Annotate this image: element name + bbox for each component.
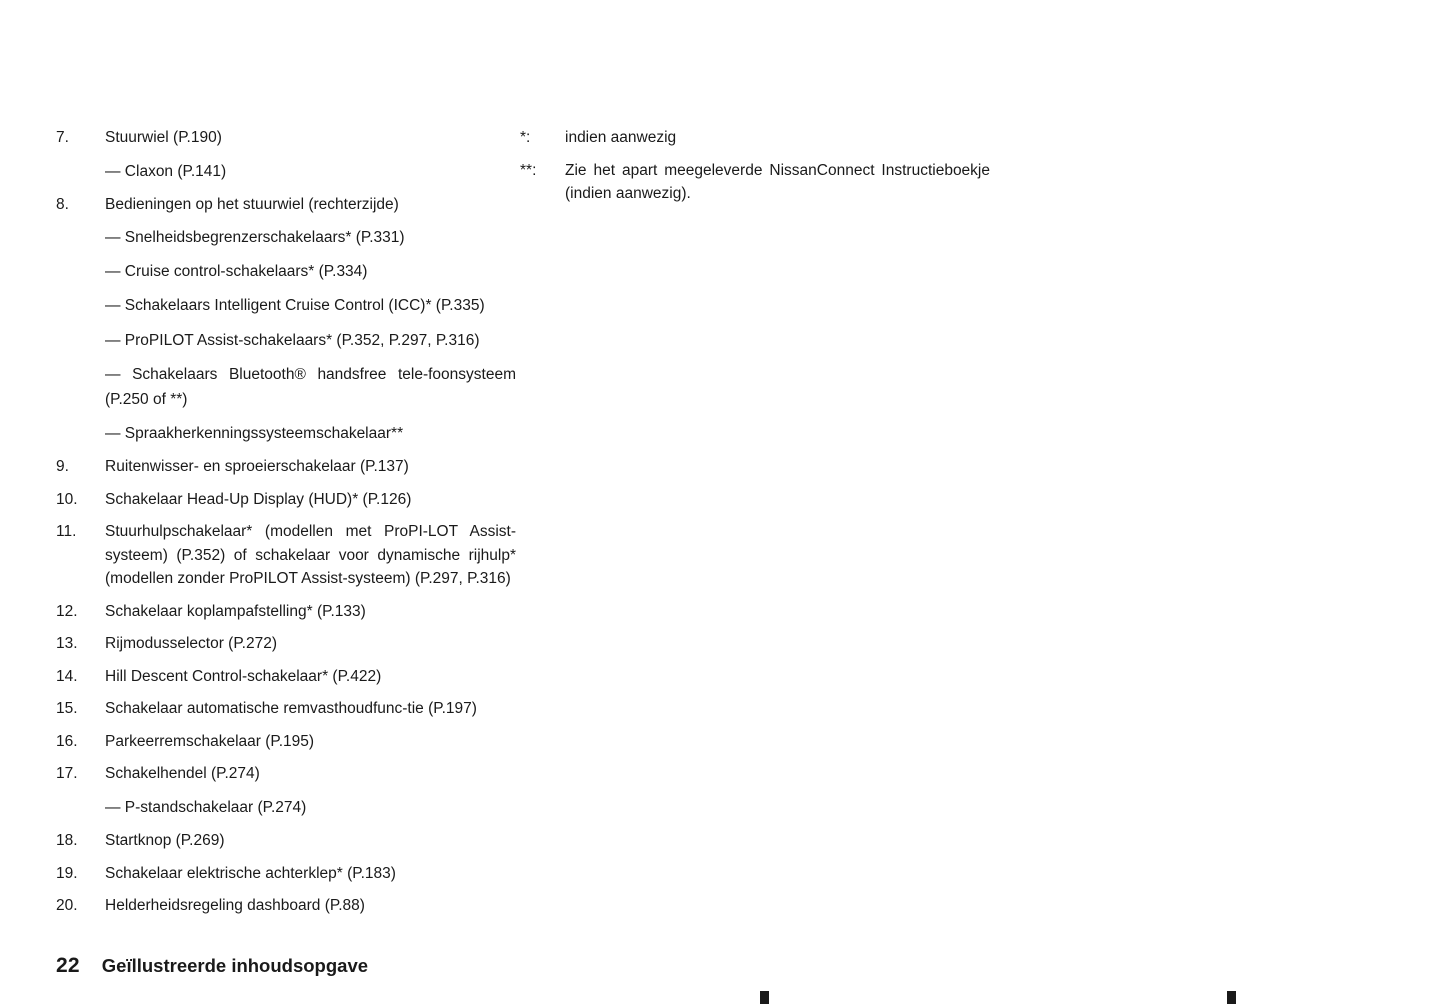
list-item bbox=[56, 697, 516, 721]
item-text bbox=[105, 762, 516, 820]
item-number: 7. bbox=[56, 129, 69, 146]
item-text: Hill Descent Control-schakelaar* (P.422) bbox=[105, 667, 382, 685]
item-text: Schakelaar elektrische achterklep* (P.183) bbox=[105, 864, 396, 882]
item-number: 18. bbox=[56, 832, 78, 850]
item-subitem: — Schakelaars Intelligent Cruise Control (ICC)* (P.335) bbox=[105, 297, 485, 315]
list-item bbox=[56, 829, 516, 853]
item-label: Stuurwiel (P.190) bbox=[105, 129, 222, 146]
item-text: Ruitenwisser- en sproeierschakelaar (P.137) bbox=[105, 457, 409, 475]
footnote-text: indien aanwezig bbox=[565, 129, 677, 146]
footnote-marker: **: bbox=[520, 161, 537, 179]
item-subitem: — P-standschakelaar (P.274) bbox=[105, 798, 307, 816]
list-item bbox=[56, 520, 516, 591]
item-text: Schakelaar koplampafstelling* (P.133) bbox=[105, 602, 366, 620]
item-number: 15. bbox=[56, 700, 78, 718]
list-item bbox=[56, 455, 516, 479]
registration-mark-right bbox=[1227, 991, 1236, 1004]
item-text: Schakelaar automatische remvasthoudfunc-tie (P.197) bbox=[105, 700, 477, 718]
item-text bbox=[105, 126, 516, 184]
content-columns bbox=[56, 126, 1396, 927]
item-number: 13. bbox=[56, 635, 78, 653]
left-column bbox=[56, 126, 516, 927]
item-number: 17. bbox=[56, 765, 78, 783]
page-footer bbox=[56, 954, 368, 978]
footnote-item bbox=[520, 159, 990, 206]
item-subitem: — Snelheidsbegrenzerschakelaars* (P.331) bbox=[105, 229, 405, 247]
item-number: 19. bbox=[56, 864, 78, 882]
item-text: Startknop (P.269) bbox=[105, 832, 225, 850]
item-number: 9. bbox=[56, 457, 69, 475]
item-text: Rijmodusselector (P.272) bbox=[105, 635, 278, 653]
item-number: 14. bbox=[56, 667, 78, 685]
list-item bbox=[56, 862, 516, 886]
footnote-text: Zie het apart meegeleverde NissanConnect Instructieboekje (indien aanwezig). bbox=[565, 161, 990, 203]
list-item bbox=[56, 126, 516, 184]
item-text: Parkeerremschakelaar (P.195) bbox=[105, 732, 315, 750]
item-number: 12. bbox=[56, 602, 78, 620]
list-item bbox=[56, 730, 516, 754]
item-number: 8. bbox=[56, 195, 69, 213]
list-item bbox=[56, 632, 516, 656]
item-number: 11. bbox=[56, 523, 77, 541]
item-number: 16. bbox=[56, 732, 78, 750]
item-subitem: — ProPILOT Assist-schakelaars* (P.352, P.297, P.316) bbox=[105, 331, 480, 349]
right-column bbox=[520, 126, 990, 927]
item-number: 20. bbox=[56, 897, 78, 915]
item-label: Bedieningen op het stuurwiel (rechterzijde) bbox=[105, 195, 399, 213]
list-item bbox=[56, 762, 516, 820]
list-item bbox=[56, 193, 516, 446]
item-text: Helderheidsregeling dashboard (P.88) bbox=[105, 897, 365, 915]
item-subitem: — Cruise control-schakelaars* (P.334) bbox=[105, 263, 368, 281]
item-label: Schakelhendel (P.274) bbox=[105, 765, 260, 783]
item-subitem: — Schakelaars Bluetooth® handsfree tele-foonsysteem (P.250 of **) bbox=[105, 365, 516, 408]
registration-mark-left bbox=[760, 991, 769, 1004]
item-subitem: — Claxon (P.141) bbox=[105, 162, 227, 180]
item-text bbox=[105, 193, 516, 446]
item-number: 10. bbox=[56, 490, 78, 508]
list-item bbox=[56, 894, 516, 918]
list-item bbox=[56, 665, 516, 689]
item-text: Schakelaar Head-Up Display (HUD)* (P.126) bbox=[105, 490, 412, 508]
list-item bbox=[56, 488, 516, 512]
footer-page-number: 22 bbox=[56, 954, 80, 977]
item-text: Stuurhulpschakelaar* (modellen met ProPI-LOT Assist-systeem) (P.352) of schakelaar voor dynamische rijhulp* (modellen zonder ProPILOT Assist-systeem) (P.297, P.316) bbox=[105, 523, 516, 588]
footer-section-title: Geïllustreerde inhoudsopgave bbox=[101, 955, 369, 976]
footnote-marker: *: bbox=[520, 129, 531, 146]
item-subitem: — Spraakherkenningssysteemschakelaar** bbox=[105, 424, 404, 442]
footnote-item bbox=[520, 126, 990, 150]
list-item bbox=[56, 600, 516, 624]
